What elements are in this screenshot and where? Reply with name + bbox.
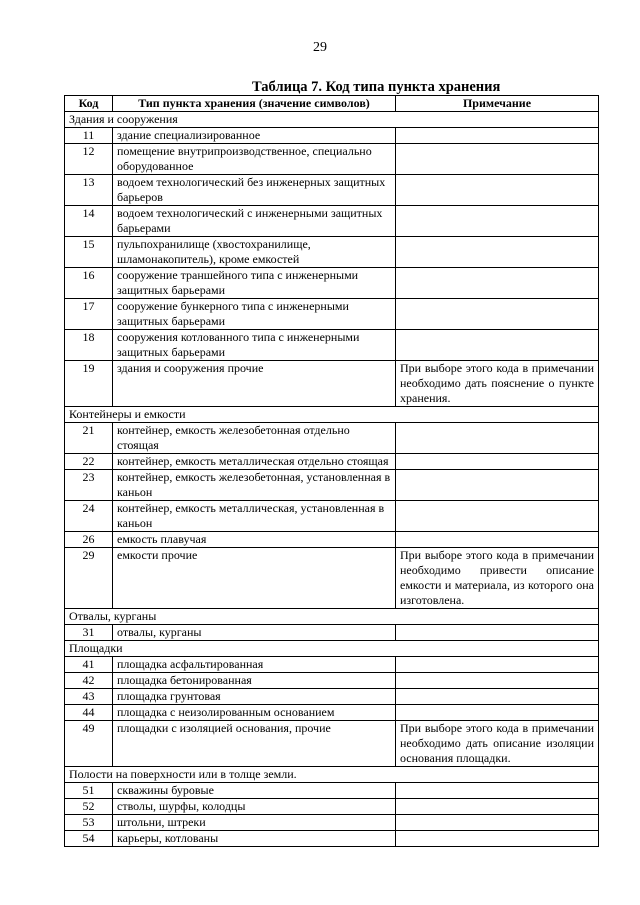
type-cell: водоем технологический с инженерными защитных барьерами [113, 206, 396, 237]
note-cell [396, 815, 599, 831]
code-cell: 21 [65, 423, 113, 454]
type-cell: помещение внутрипроизводственное, специально оборудованное [113, 144, 396, 175]
table-row [65, 831, 599, 847]
type-cell: отвалы, курганы [113, 625, 396, 641]
table-row [65, 799, 599, 815]
table-row [65, 625, 599, 641]
note-cell [396, 831, 599, 847]
page-number: 29 [313, 40, 327, 55]
table-row [65, 237, 599, 268]
section-heading: Здания и сооружения [65, 112, 599, 128]
code-cell: 52 [65, 799, 113, 815]
table-section-row [65, 407, 599, 423]
note-cell [396, 268, 599, 299]
type-cell: стволы, шурфы, колодцы [113, 799, 396, 815]
note-cell [396, 501, 599, 532]
note-cell [396, 454, 599, 470]
table-row [65, 144, 599, 175]
table-row [65, 128, 599, 144]
note-cell [396, 705, 599, 721]
note-cell [396, 470, 599, 501]
type-cell: площадки с изоляцией основания, прочие [113, 721, 396, 767]
table-row [65, 454, 599, 470]
code-cell: 11 [65, 128, 113, 144]
note-cell [396, 532, 599, 548]
type-cell: сооружения котлованного типа с инженерными защитных барьерами [113, 330, 396, 361]
table-row [65, 657, 599, 673]
code-cell: 29 [65, 548, 113, 609]
note-cell [396, 206, 599, 237]
table-row [65, 423, 599, 454]
table-row [65, 361, 599, 407]
table-row [65, 783, 599, 799]
section-heading: Полости на поверхности или в толще земли. [65, 767, 599, 783]
note-cell [396, 657, 599, 673]
type-cell: карьеры, котлованы [113, 831, 396, 847]
table-row [65, 532, 599, 548]
code-cell: 51 [65, 783, 113, 799]
code-cell: 31 [65, 625, 113, 641]
code-cell: 22 [65, 454, 113, 470]
type-cell: водоем технологический без инженерных защитных барьеров [113, 175, 396, 206]
table-row [65, 689, 599, 705]
table-row [65, 705, 599, 721]
code-cell: 53 [65, 815, 113, 831]
section-heading: Контейнеры и емкости [65, 407, 599, 423]
table-row [65, 815, 599, 831]
type-cell: емкость плавучая [113, 532, 396, 548]
note-cell [396, 673, 599, 689]
code-cell: 16 [65, 268, 113, 299]
table-row [65, 470, 599, 501]
table-row [65, 548, 599, 609]
table-row [65, 501, 599, 532]
table-section-row [65, 609, 599, 625]
type-cell: контейнер, емкость металлическая отдельно стоящая [113, 454, 396, 470]
note-cell [396, 237, 599, 268]
table-title: Таблица 7. Код типа пункта хранения [252, 79, 501, 95]
table-row [65, 330, 599, 361]
code-cell: 43 [65, 689, 113, 705]
note-cell [396, 175, 599, 206]
table-row [65, 175, 599, 206]
note-cell [396, 625, 599, 641]
type-cell: сооружение бункерного типа с инженерными защитных барьерами [113, 299, 396, 330]
table-header-row [65, 96, 599, 112]
table-row [65, 268, 599, 299]
type-cell: площадка бетонированная [113, 673, 396, 689]
table-section-row [65, 112, 599, 128]
type-cell: контейнер, емкость железобетонная, установленная в каньон [113, 470, 396, 501]
table-body [65, 112, 599, 847]
note-cell: При выборе этого кода в примечании необходимо дать пояснение о пункте хранения. [396, 361, 599, 407]
note-cell [396, 128, 599, 144]
type-cell: площадка грунтовая [113, 689, 396, 705]
table-row [65, 206, 599, 237]
table-section-row [65, 767, 599, 783]
type-cell: скважины буровые [113, 783, 396, 799]
code-cell: 15 [65, 237, 113, 268]
code-cell: 18 [65, 330, 113, 361]
note-cell [396, 799, 599, 815]
code-cell: 12 [65, 144, 113, 175]
storage-type-table [64, 95, 599, 847]
code-cell: 54 [65, 831, 113, 847]
code-cell: 49 [65, 721, 113, 767]
table-section-row [65, 641, 599, 657]
note-cell [396, 299, 599, 330]
note-cell [396, 330, 599, 361]
column-header-code: Код [65, 96, 113, 112]
section-heading: Площадки [65, 641, 599, 657]
note-cell: При выборе этого кода в примечании необходимо привести описание емкости и материала, из которого она изготовлена. [396, 548, 599, 609]
column-header-note: Примечание [396, 96, 599, 112]
section-heading: Отвалы, курганы [65, 609, 599, 625]
table-row [65, 299, 599, 330]
code-cell: 24 [65, 501, 113, 532]
type-cell: сооружение траншейного типа с инженерными защитных барьерами [113, 268, 396, 299]
type-cell: штольни, штреки [113, 815, 396, 831]
type-cell: емкости прочие [113, 548, 396, 609]
table-row [65, 673, 599, 689]
type-cell: контейнер, емкость железобетонная отдельно стоящая [113, 423, 396, 454]
table-row [65, 721, 599, 767]
code-cell: 44 [65, 705, 113, 721]
type-cell: здание специализированное [113, 128, 396, 144]
note-cell: При выборе этого кода в примечании необходимо дать описание изоляции основания площадки. [396, 721, 599, 767]
note-cell [396, 144, 599, 175]
code-cell: 19 [65, 361, 113, 407]
code-cell: 23 [65, 470, 113, 501]
note-cell [396, 783, 599, 799]
type-cell: площадка асфальтированная [113, 657, 396, 673]
type-cell: пульпохранилище (хвостохранилище, шламонакопитель), кроме емкостей [113, 237, 396, 268]
note-cell [396, 689, 599, 705]
code-cell: 14 [65, 206, 113, 237]
type-cell: здания и сооружения прочие [113, 361, 396, 407]
code-cell: 41 [65, 657, 113, 673]
type-cell: контейнер, емкость металлическая, установленная в каньон [113, 501, 396, 532]
note-cell [396, 423, 599, 454]
code-cell: 17 [65, 299, 113, 330]
column-header-type: Тип пункта хранения (значение символов) [113, 96, 396, 112]
code-cell: 13 [65, 175, 113, 206]
code-cell: 42 [65, 673, 113, 689]
code-cell: 26 [65, 532, 113, 548]
type-cell: площадка с неизолированным основанием [113, 705, 396, 721]
